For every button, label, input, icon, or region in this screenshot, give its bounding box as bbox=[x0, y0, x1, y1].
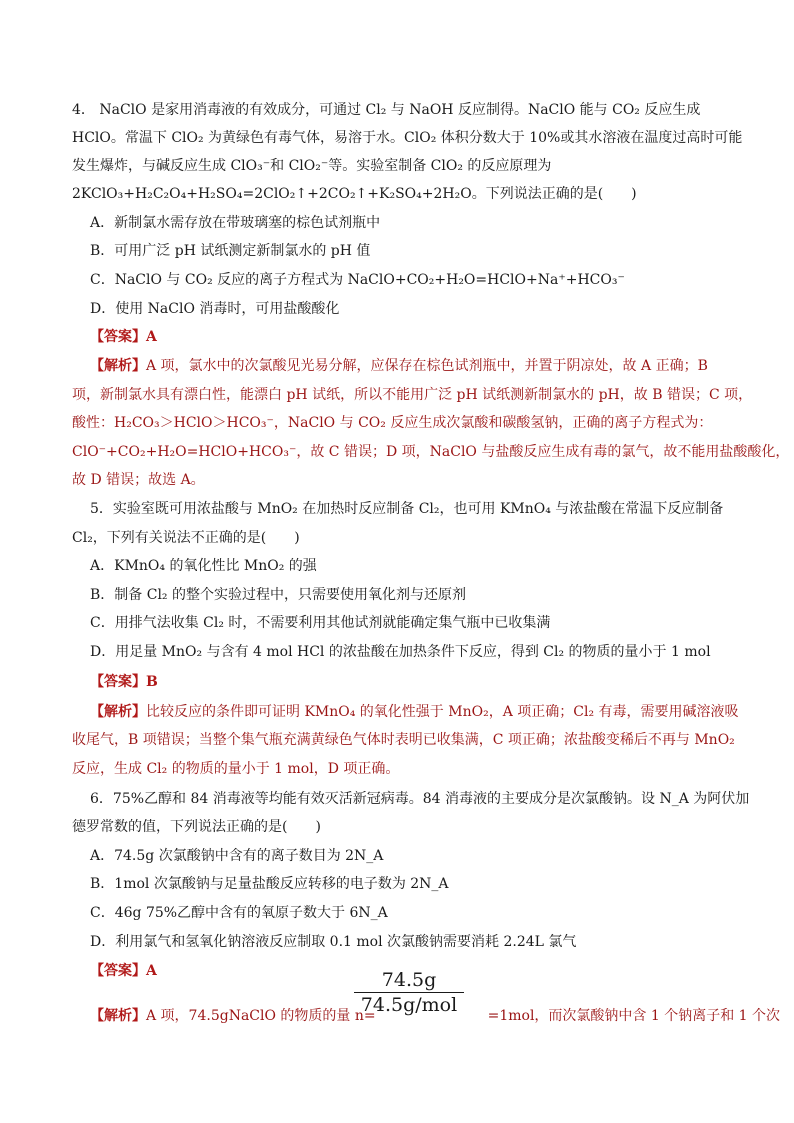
q6-option-c: C．46g 75%乙醇中含有的氧原子数大于 6N_A bbox=[90, 905, 388, 921]
fraction-denominator: 74.5g/mol bbox=[360, 994, 458, 1016]
q5-explanation-line-3: 反应，生成 Cl₂ 的物质的量小于 1 mol，D 项正确。 bbox=[72, 761, 400, 777]
q4-option-c: C．NaClO 与 CO₂ 反应的离子方程式为 NaClO+CO₂+H₂O=HClO+Na⁺+HCO₃⁻ bbox=[90, 272, 625, 288]
q4-option-a: A．新制氯水需存放在带玻璃塞的棕色试剂瓶中 bbox=[90, 215, 381, 231]
q4-option-b: B．可用广泛 pH 试纸测定新制氯水的 pH 值 bbox=[90, 243, 371, 259]
q6-option-d: D．利用氯气和氢氧化钠溶液反应制取 0.1 mol 次氯酸钠需要消耗 2.24L 氯气 bbox=[90, 934, 577, 950]
q4-stem-line-2: HClO。常温下 ClO₂ 为黄绿色有毒气体，易溶于水。ClO₂ 体积分数大于 10%或其水溶液在温度过高时可能 bbox=[72, 130, 743, 146]
q6-explanation-post: =1mol，而次氯酸钠中含 1 个钠离子和 1 个次 bbox=[487, 1008, 781, 1024]
q6-answer: 【答案】A bbox=[90, 963, 157, 979]
q5-explanation-label: 【解析】 bbox=[90, 704, 146, 720]
q5-stem-line-1: 5．实验室既可用浓盐酸与 MnO₂ 在加热时反应制备 Cl₂，也可用 KMnO₄ 与浓盐酸在常温下反应制备 bbox=[90, 501, 724, 517]
molar-fraction bbox=[354, 968, 464, 1017]
q6-option-b: B．1mol 次氯酸钠与足量盐酸反应转移的电子数为 2N_A bbox=[90, 876, 449, 892]
q5-explanation-line-1 bbox=[90, 702, 739, 722]
q4-explanation-text: A 项，氯水中的次氯酸见光易分解，应保存在棕色试剂瓶中，并置于阴凉处，故 A 正确；B bbox=[146, 358, 708, 374]
q5-answer: 【答案】B bbox=[90, 674, 158, 690]
q6-explanation-pre: A 项，74.5gNaClO 的物质的量 n= bbox=[146, 1008, 376, 1024]
fraction-numerator: 74.5g bbox=[381, 969, 437, 991]
q6-option-a: A．74.5g 次氯酸钠中含有的离子数目为 2N_A bbox=[90, 848, 384, 864]
q4-explanation-line-2: 项，新制氯水具有漂白性，能漂白 pH 试纸，所以不能用广泛 pH 试纸测新制氯水的 pH，故 B 错误；C 项， bbox=[72, 387, 753, 403]
q5-explanation-text: 比较反应的条件即可证明 KMnO₄ 的氧化性强于 MnO₂，A 项正确；Cl₂ 有毒，需要用碱溶液吸 bbox=[146, 704, 739, 720]
q5-stem-line-2: Cl₂，下列有关说法不正确的是( ) bbox=[72, 530, 300, 546]
q4-explanation-line-5: 故 D 错误；故选 A。 bbox=[72, 472, 205, 488]
q4-explanation-line-1 bbox=[90, 356, 708, 376]
q4-explanation-label: 【解析】 bbox=[90, 358, 146, 374]
q5-option-d: D．用足量 MnO₂ 与含有 4 mol HCl 的浓盐酸在加热条件下反应，得到 Cl₂ 的物质的量小于 1 mol bbox=[90, 644, 711, 660]
q4-answer: 【答案】A bbox=[90, 329, 157, 345]
q4-option-d: D．使用 NaClO 消毒时，可用盐酸酸化 bbox=[90, 301, 340, 317]
q6-explanation-label: 【解析】 bbox=[90, 1008, 146, 1024]
q6-stem-line-1: 6．75%乙醇和 84 消毒液等均能有效灭活新冠病毒。84 消毒液的主要成分是次氯酸钠。设 N_A 为阿伏加 bbox=[90, 791, 750, 807]
q4-stem-line-3: 发生爆炸，与碱反应生成 ClO₃⁻和 ClO₂⁻等。实验室制备 ClO₂ 的反应原理为 bbox=[72, 158, 552, 174]
q5-option-b: B．制备 Cl₂ 的整个实验过程中，只需要使用氧化剂与还原剂 bbox=[90, 587, 466, 603]
q5-option-a: A．KMnO₄ 的氧化性比 MnO₂ 的强 bbox=[90, 558, 317, 574]
q5-option-c: C．用排气法收集 Cl₂ 时，不需要利用其他试剂就能确定集气瓶中已收集满 bbox=[90, 615, 551, 631]
q4-explanation-line-3: 酸性：H₂CO₃＞HClO＞HCO₃⁻，NaClO 与 CO₂ 反应生成次氯酸和碳酸氢钠，正确的离子方程式为： bbox=[72, 415, 713, 431]
q5-explanation-line-2: 收尾气，B 项错误；当整个集气瓶充满黄绿色气体时表明已收集满，C 项正确；浓盐酸变稀后不再与 MnO₂ bbox=[72, 732, 735, 748]
q6-stem-line-2: 德罗常数的值，下列说法正确的是( ) bbox=[72, 819, 321, 835]
q4-equation: 2KClO₃+H₂C₂O₄+H₂SO₄=2ClO₂↑+2CO₂↑+K₂SO₄+2H₂O。下列说法正确的是( ) bbox=[72, 186, 637, 202]
q4-stem-line-1: 4． NaClO 是家用消毒液的有效成分，可通过 Cl₂ 与 NaOH 反应制得。NaClO 能与 CO₂ 反应生成 bbox=[72, 102, 701, 118]
q4-explanation-line-4: ClO⁻+CO₂+H₂O=HClO+HCO₃⁻，故 C 错误；D 项，NaClO 与盐酸反应生成有毒的氯气，故不能用盐酸酸化， bbox=[72, 444, 790, 460]
